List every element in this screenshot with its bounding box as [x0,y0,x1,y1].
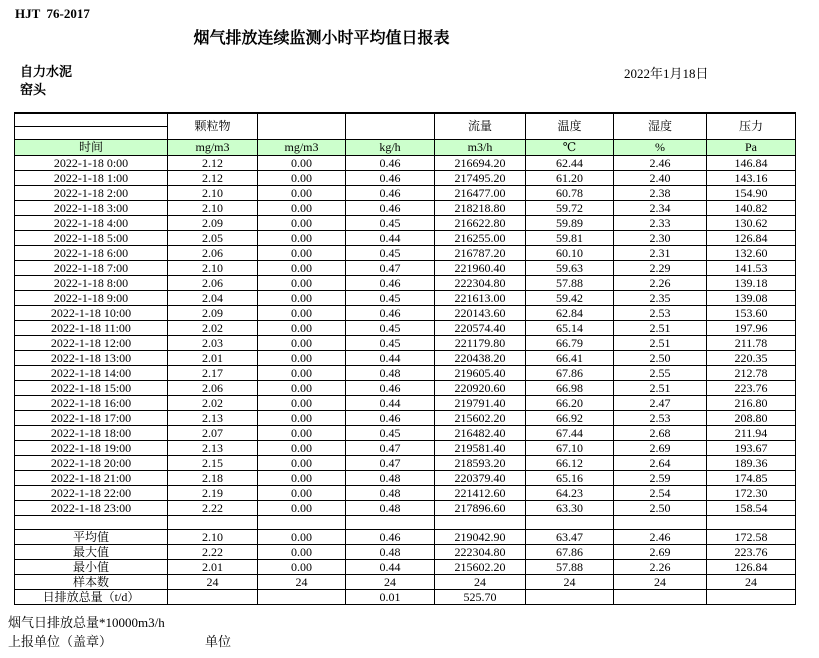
time-cell: 2022-1-18 2:00 [15,186,168,201]
value-cell: 2.09 [168,306,258,321]
value-cell: 219605.40 [435,366,526,381]
value-cell: 60.10 [526,246,614,261]
value-cell: 193.67 [707,441,796,456]
value-cell: 153.60 [707,306,796,321]
time-cell: 2022-1-18 10:00 [15,306,168,321]
temperature-header: 温度 [526,113,614,140]
value-cell: 220143.60 [435,306,526,321]
value-cell: 0.46 [346,276,435,291]
time-cell: 2022-1-18 7:00 [15,261,168,276]
value-cell: 132.60 [707,246,796,261]
value-cell: 2.53 [614,411,707,426]
value-cell: 0.45 [346,426,435,441]
value-cell: 218218.80 [435,201,526,216]
value-cell: 2.10 [168,201,258,216]
summary-value-cell: 24 [707,575,796,590]
summary-row [15,575,796,590]
particulate-header-2 [258,113,346,140]
value-cell: 0.00 [258,321,346,336]
value-cell: 2.13 [168,441,258,456]
value-cell: 221613.00 [435,291,526,306]
value-cell: 0.46 [346,171,435,186]
value-cell: 126.84 [707,231,796,246]
value-cell: 2.69 [614,441,707,456]
summary-rows [15,530,796,605]
value-cell: 0.00 [258,291,346,306]
value-cell: 0.45 [346,216,435,231]
flow-header: 流量 [435,113,526,140]
value-cell: 2.12 [168,171,258,186]
value-cell: 0.00 [258,246,346,261]
table-row [15,396,796,411]
table-row [15,486,796,501]
value-cell: 59.72 [526,201,614,216]
value-cell: 220438.20 [435,351,526,366]
value-cell: 143.16 [707,171,796,186]
value-cell: 208.80 [707,411,796,426]
value-cell: 2.06 [168,276,258,291]
value-cell: 0.00 [258,486,346,501]
value-cell: 64.23 [526,486,614,501]
value-cell: 65.14 [526,321,614,336]
monitoring-table [14,112,796,605]
value-cell: 0.00 [258,396,346,411]
value-cell: 0.00 [258,156,346,171]
value-cell: 0.48 [346,501,435,516]
table-row [15,501,796,516]
value-cell: 2.10 [168,186,258,201]
value-cell: 0.45 [346,321,435,336]
summary-value-cell: 24 [435,575,526,590]
value-cell: 0.00 [258,306,346,321]
value-cell: 221412.60 [435,486,526,501]
value-cell: 0.00 [258,201,346,216]
time-cell: 2022-1-18 20:00 [15,456,168,471]
value-cell: 2.55 [614,366,707,381]
unit-cell-mg: mg/m3 [168,140,258,156]
spacer-row [15,516,796,530]
value-cell: 59.81 [526,231,614,246]
value-cell: 67.86 [526,366,614,381]
time-cell: 2022-1-18 9:00 [15,291,168,306]
value-cell: 0.46 [346,411,435,426]
value-cell: 62.44 [526,156,614,171]
summary-row [15,560,796,575]
table-row [15,366,796,381]
company-name: 自力水泥 [20,64,73,79]
summary-label: 平均值 [15,530,168,545]
summary-value-cell: 24 [258,575,346,590]
value-cell: 139.18 [707,276,796,291]
value-cell: 67.10 [526,441,614,456]
value-cell: 66.98 [526,381,614,396]
summary-value-cell: 215602.20 [435,560,526,575]
unit-cell-percent: % [614,140,707,156]
summary-row [15,590,796,605]
value-cell: 2.59 [614,471,707,486]
time-cell: 2022-1-18 8:00 [15,276,168,291]
time-cell: 2022-1-18 3:00 [15,201,168,216]
value-cell: 0.00 [258,456,346,471]
value-cell: 2.54 [614,486,707,501]
value-cell: 221179.80 [435,336,526,351]
value-cell: 218593.20 [435,456,526,471]
summary-value-cell: 0.48 [346,545,435,560]
value-cell: 2.35 [614,291,707,306]
time-cell: 2022-1-18 11:00 [15,321,168,336]
value-cell: 2.04 [168,291,258,306]
value-cell: 62.84 [526,306,614,321]
summary-value-cell [258,590,346,605]
value-cell: 216622.80 [435,216,526,231]
value-cell: 0.00 [258,426,346,441]
value-cell: 0.47 [346,261,435,276]
value-cell: 0.00 [258,216,346,231]
value-cell: 2.07 [168,426,258,441]
value-cell: 216477.00 [435,186,526,201]
value-cell: 2.03 [168,336,258,351]
value-cell: 59.42 [526,291,614,306]
value-cell: 0.00 [258,336,346,351]
group-header-row [15,113,796,140]
value-cell: 2.53 [614,306,707,321]
value-cell: 2.40 [614,171,707,186]
value-cell: 174.85 [707,471,796,486]
unit-cell-pa: Pa [707,140,796,156]
standard-code: HJT 76-2017 [15,6,90,21]
value-cell: 220.35 [707,351,796,366]
value-cell: 2.09 [168,216,258,231]
value-cell: 220379.40 [435,471,526,486]
value-cell: 66.12 [526,456,614,471]
time-cell: 2022-1-18 1:00 [15,171,168,186]
summary-value-cell: 222304.80 [435,545,526,560]
summary-value-cell: 24 [526,575,614,590]
report-date: 2022年1月18日 [624,66,709,81]
time-cell: 2022-1-18 5:00 [15,231,168,246]
spacer-section [15,516,796,530]
table-row [15,411,796,426]
value-cell: 0.00 [258,261,346,276]
summary-value-cell: 0.00 [258,560,346,575]
value-cell: 0.47 [346,456,435,471]
summary-value-cell: 57.88 [526,560,614,575]
value-cell: 212.78 [707,366,796,381]
table-row [15,276,796,291]
value-cell: 2.46 [614,156,707,171]
value-cell: 2.26 [614,276,707,291]
table-row [15,441,796,456]
value-cell: 2.51 [614,381,707,396]
value-cell: 2.30 [614,231,707,246]
summary-value-cell: 2.01 [168,560,258,575]
value-cell: 2.51 [614,336,707,351]
table-row [15,201,796,216]
value-cell: 211.78 [707,336,796,351]
value-cell: 2.06 [168,381,258,396]
value-cell: 0.00 [258,381,346,396]
time-cell: 2022-1-18 16:00 [15,396,168,411]
summary-value-cell: 0.46 [346,530,435,545]
unit-cell-kgh: kg/h [346,140,435,156]
value-cell: 0.44 [346,396,435,411]
particulate-header: 颗粒物 [168,113,258,140]
unit-cell-mg2: mg/m3 [258,140,346,156]
value-cell: 189.36 [707,456,796,471]
time-cell: 2022-1-18 4:00 [15,216,168,231]
value-cell: 2.50 [614,351,707,366]
value-cell: 216694.20 [435,156,526,171]
summary-value-cell: 525.70 [435,590,526,605]
value-cell: 0.00 [258,186,346,201]
value-cell: 0.48 [346,471,435,486]
value-cell: 2.47 [614,396,707,411]
table-row [15,456,796,471]
table-row [15,171,796,186]
value-cell: 59.89 [526,216,614,231]
value-cell: 65.16 [526,471,614,486]
value-cell: 0.48 [346,486,435,501]
time-header: 时间 [15,140,168,156]
value-cell: 139.08 [707,291,796,306]
table-row [15,231,796,246]
value-cell: 220920.60 [435,381,526,396]
time-cell: 2022-1-18 15:00 [15,381,168,396]
value-cell: 2.13 [168,411,258,426]
table-row [15,306,796,321]
value-cell: 2.05 [168,231,258,246]
value-cell: 0.00 [258,501,346,516]
value-cell: 222304.80 [435,276,526,291]
value-cell: 216482.40 [435,426,526,441]
value-cell: 2.06 [168,246,258,261]
summary-row [15,545,796,560]
value-cell: 2.22 [168,501,258,516]
value-cell: 2.15 [168,456,258,471]
report-title: 烟气排放连续监测小时平均值日报表 [193,30,450,47]
summary-label: 最小值 [15,560,168,575]
value-cell: 0.46 [346,201,435,216]
time-cell: 2022-1-18 6:00 [15,246,168,261]
summary-value-cell: 172.58 [707,530,796,545]
value-cell: 0.00 [258,231,346,246]
time-cell: 2022-1-18 17:00 [15,411,168,426]
value-cell: 60.78 [526,186,614,201]
summary-value-cell: 0.44 [346,560,435,575]
value-cell: 0.45 [346,336,435,351]
value-cell: 130.62 [707,216,796,231]
value-cell: 0.47 [346,441,435,456]
value-cell: 2.50 [614,501,707,516]
value-cell: 61.20 [526,171,614,186]
value-cell: 0.46 [346,156,435,171]
value-cell: 2.10 [168,261,258,276]
particulate-header-3 [346,113,435,140]
time-cell: 2022-1-18 13:00 [15,351,168,366]
time-cell: 2022-1-18 21:00 [15,471,168,486]
value-cell: 2.33 [614,216,707,231]
summary-value-cell [707,590,796,605]
station-name: 窑头 [20,82,47,97]
value-cell: 63.30 [526,501,614,516]
summary-value-cell: 24 [346,575,435,590]
value-cell: 219791.40 [435,396,526,411]
humidity-header: 湿度 [614,113,707,140]
value-cell: 2.02 [168,396,258,411]
pressure-header: 压力 [707,113,796,140]
summary-value-cell: 0.01 [346,590,435,605]
value-cell: 2.12 [168,156,258,171]
value-cell: 146.84 [707,156,796,171]
summary-value-cell: 223.76 [707,545,796,560]
summary-value-cell: 0.00 [258,545,346,560]
value-cell: 216.80 [707,396,796,411]
value-cell: 0.46 [346,381,435,396]
table-row [15,381,796,396]
summary-label: 日排放总量（t/d） [15,590,168,605]
table-row [15,336,796,351]
value-cell: 2.01 [168,351,258,366]
time-cell: 2022-1-18 22:00 [15,486,168,501]
value-cell: 0.44 [346,351,435,366]
value-cell: 216787.20 [435,246,526,261]
value-cell: 2.38 [614,186,707,201]
summary-value-cell: 63.47 [526,530,614,545]
summary-row [15,530,796,545]
table-row [15,156,796,171]
header-divider [15,114,167,127]
value-cell: 2.02 [168,321,258,336]
value-cell: 223.76 [707,381,796,396]
value-cell: 172.30 [707,486,796,501]
time-cell: 2022-1-18 23:00 [15,501,168,516]
report-unit-label: 上报单位（盖章） [8,634,113,649]
value-cell: 2.18 [168,471,258,486]
table-row [15,321,796,336]
table-row [15,426,796,441]
value-cell: 0.00 [258,471,346,486]
summary-value-cell: 0.00 [258,530,346,545]
value-cell: 217495.20 [435,171,526,186]
value-cell: 0.45 [346,246,435,261]
value-cell: 0.48 [346,366,435,381]
summary-value-cell [614,590,707,605]
summary-value-cell: 67.86 [526,545,614,560]
value-cell: 216255.00 [435,231,526,246]
table-row [15,186,796,201]
table-row [15,351,796,366]
unit-header-row [15,140,796,156]
value-cell: 2.68 [614,426,707,441]
value-cell: 2.64 [614,456,707,471]
value-cell: 0.00 [258,366,346,381]
table-row [15,261,796,276]
table-row [15,216,796,231]
value-cell: 140.82 [707,201,796,216]
table-row [15,246,796,261]
table-row [15,471,796,486]
time-cell: 2022-1-18 19:00 [15,441,168,456]
value-cell: 154.90 [707,186,796,201]
summary-value-cell: 24 [614,575,707,590]
value-cell: 2.51 [614,321,707,336]
unit-cell-celsius: ℃ [526,140,614,156]
value-cell: 0.00 [258,276,346,291]
value-cell: 220574.40 [435,321,526,336]
value-cell: 0.44 [346,231,435,246]
footer-note: 烟气日排放总量*10000m3/h [8,615,165,630]
value-cell: 0.00 [258,441,346,456]
time-cell: 2022-1-18 14:00 [15,366,168,381]
time-cell: 2022-1-18 12:00 [15,336,168,351]
value-cell: 0.00 [258,351,346,366]
value-cell: 215602.20 [435,411,526,426]
value-cell: 211.94 [707,426,796,441]
value-cell: 66.20 [526,396,614,411]
summary-label: 最大值 [15,545,168,560]
value-cell: 0.46 [346,306,435,321]
value-cell: 197.96 [707,321,796,336]
value-cell: 57.88 [526,276,614,291]
signature-line [8,631,648,650]
summary-value-cell: 2.46 [614,530,707,545]
value-cell: 158.54 [707,501,796,516]
summary-value-cell: 2.69 [614,545,707,560]
value-cell: 0.46 [346,186,435,201]
summary-value-cell [526,590,614,605]
unit-label: 单位 [205,634,232,649]
value-cell: 0.00 [258,171,346,186]
time-group-header [15,113,168,140]
value-cell: 0.00 [258,411,346,426]
summary-value-cell [168,590,258,605]
time-cell: 2022-1-18 0:00 [15,156,168,171]
value-cell: 217896.60 [435,501,526,516]
value-cell: 2.31 [614,246,707,261]
value-cell: 66.92 [526,411,614,426]
data-rows [15,156,796,516]
summary-value-cell: 219042.90 [435,530,526,545]
summary-value-cell: 2.10 [168,530,258,545]
summary-value-cell: 126.84 [707,560,796,575]
value-cell: 141.53 [707,261,796,276]
value-cell: 2.34 [614,201,707,216]
value-cell: 219581.40 [435,441,526,456]
unit-cell-m3h: m3/h [435,140,526,156]
table-row [15,291,796,306]
value-cell: 66.79 [526,336,614,351]
summary-label: 样本数 [15,575,168,590]
summary-value-cell: 2.26 [614,560,707,575]
summary-value-cell: 2.22 [168,545,258,560]
value-cell: 59.63 [526,261,614,276]
summary-value-cell: 24 [168,575,258,590]
value-cell: 2.29 [614,261,707,276]
value-cell: 66.41 [526,351,614,366]
value-cell: 221960.40 [435,261,526,276]
value-cell: 67.44 [526,426,614,441]
value-cell: 0.45 [346,291,435,306]
time-cell: 2022-1-18 18:00 [15,426,168,441]
value-cell: 2.19 [168,486,258,501]
value-cell: 2.17 [168,366,258,381]
